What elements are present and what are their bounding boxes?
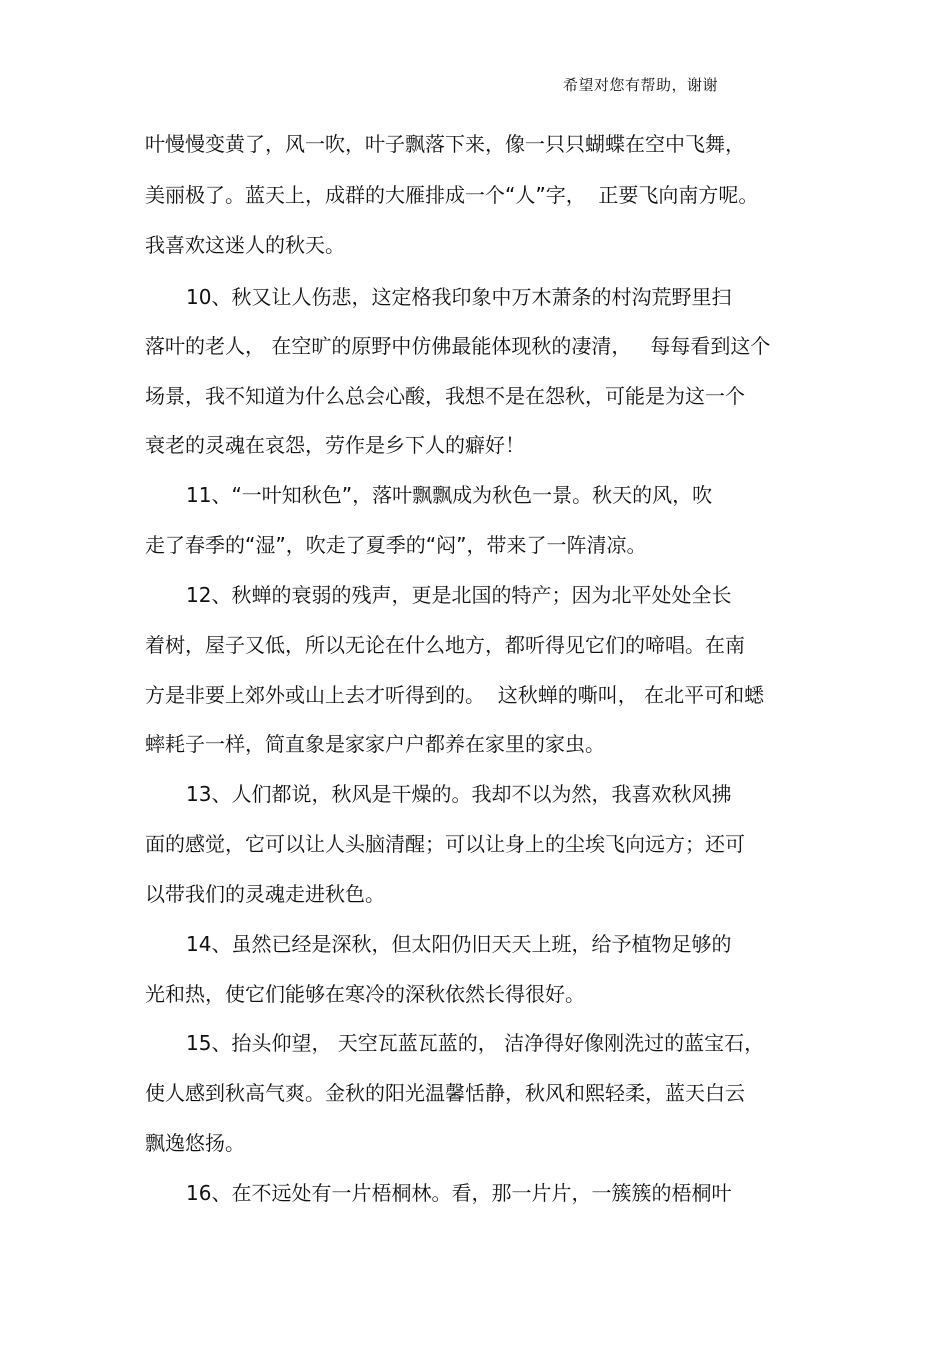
paragraph-line: 面的感觉，它可以让人头脑清醒；可以让身上的尘埃飞向远方；还可 — [145, 832, 745, 856]
paragraph-line: 我喜欢这迷人的秋天。 — [145, 233, 345, 257]
paragraph-line: 15、抬头仰望， 天空瓦蓝瓦蓝的， 洁净得好像刚洗过的蓝宝石， — [186, 1031, 765, 1055]
paragraph-line: 方是非要上郊外或山上去才听得到的。 这秋蝉的嘶叫， 在北平可和蟋 — [145, 683, 765, 707]
paragraph-line: 着树，屋子又低，所以无论在什么地方，都听得见它们的啼唱。在南 — [145, 633, 745, 657]
paragraph-line: 叶慢慢变黄了，风一吹，叶子飘落下来，像一只只蝴蝶在空中飞舞， — [145, 132, 745, 156]
paragraph-line: 光和热，使它们能够在寒冷的深秋依然长得很好。 — [145, 982, 585, 1006]
paragraph-line: 美丽极了。蓝天上，成群的大雁排成一个“人”字， 正要飞向南方呢。 — [145, 183, 759, 207]
paragraph-line: 10、秋又让人伤悲，这定格我印象中万木萧条的村沟荒野里扫 — [186, 285, 732, 309]
page-header-note: 希望对您有帮助，谢谢 — [563, 76, 719, 94]
paragraph-line: 以带我们的灵魂走进秋色。 — [145, 882, 385, 906]
paragraph-line: 14、虽然已经是深秋，但太阳仍旧天天上班，给予植物足够的 — [186, 932, 732, 956]
paragraph-line: 12、秋蝉的衰弱的残声，更是北国的特产；因为北平处处全长 — [186, 583, 732, 607]
paragraph-line: 13、人们都说，秋风是干燥的。我却不以为然，我喜欢秋风拂 — [186, 782, 732, 806]
paragraph-line: 16、在不远处有一片梧桐林。看，那一片片，一簇簇的梧桐叶 — [186, 1181, 732, 1205]
paragraph-line: 使人感到秋高气爽。金秋的阳光温馨恬静，秋风和熙轻柔，蓝天白云 — [145, 1081, 745, 1105]
paragraph-line: 场景，我不知道为什么总会心酸，我想不是在怨秋，可能是为这一个 — [145, 384, 745, 408]
paragraph-line: 落叶的老人， 在空旷的原野中仿佛最能体现秋的凄清， 每每看到这个 — [145, 334, 771, 358]
paragraph-line: 蟀耗子一样，简直象是家家户户都养在家里的家虫。 — [145, 732, 605, 756]
paragraph-line: 走了春季的“湿”，吹走了夏季的“闷”，带来了一阵清凉。 — [145, 533, 647, 557]
paragraph-line: 衰老的灵魂在哀怨，劳作是乡下人的癖好！ — [145, 433, 525, 457]
paragraph-line: 11、“一叶知秋色”，落叶飘飘成为秋色一景。秋天的风，吹 — [186, 483, 713, 507]
paragraph-line: 飘逸悠扬。 — [145, 1131, 245, 1155]
